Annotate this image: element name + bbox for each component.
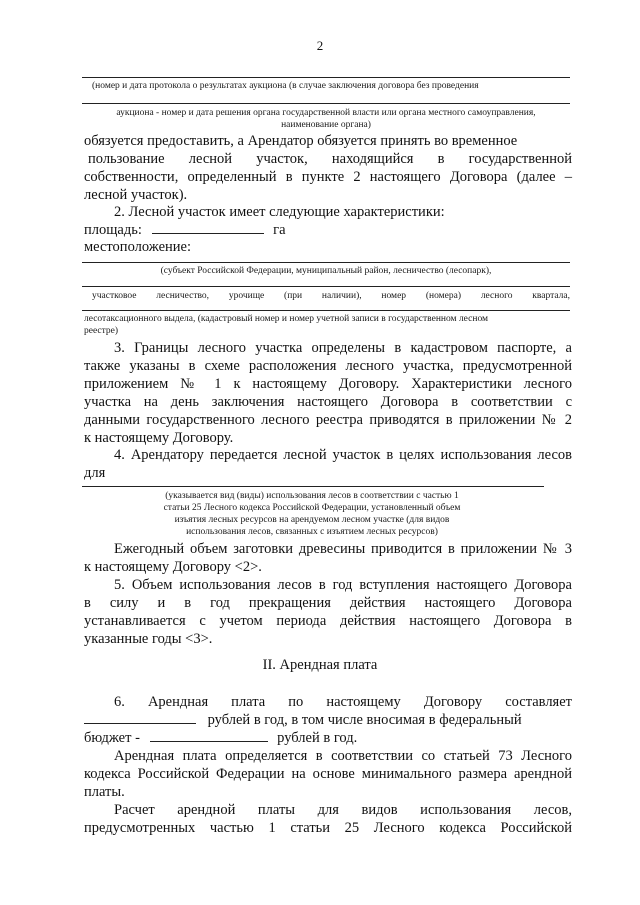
budget-suffix: рублей в год. <box>277 730 358 746</box>
footnote-caption: наименование органа) <box>281 120 371 130</box>
blank-line <box>82 310 570 311</box>
paragraph-line: участка на день заключения настоящего Договора в соответствии с <box>84 394 572 410</box>
footnote-caption: статьи 25 Лесного кодекса Российской Федерации, установленный объем <box>163 503 461 513</box>
area-blank <box>152 221 264 234</box>
blank-line <box>82 262 570 263</box>
paragraph-line: 3. Границы лесного участка определены в кадастровом паспорте, а <box>114 340 572 356</box>
paragraph-line: предусмотренных частью 1 статьи 25 Лесного кодекса Российской <box>84 820 572 836</box>
footnote-caption: участковое лесничество, урочище (при наличии), номер (номера) лесного квартала, <box>92 291 570 301</box>
paragraph-line: также указаны в схеме расположения лесного участка, предусмотренной <box>84 358 572 374</box>
footnote-caption: (указывается вид (виды) использования лесов в соответствии с частью 1 <box>165 491 459 501</box>
paragraph-line: указанные годы <3>. <box>84 631 213 647</box>
paragraph-line: Арендная плата определяется в соответствии со статьей 73 Лесного <box>114 748 572 764</box>
paragraph-line: платы. <box>84 784 125 800</box>
paragraph-line: устанавливается с учетом периода действия настоящего Договора в <box>84 613 572 629</box>
paragraph-line: к настоящему Договору. <box>84 430 234 446</box>
paragraph-line: для <box>84 465 106 481</box>
paragraph-line: местоположение: <box>84 239 191 255</box>
footnote-caption: (номер и дата протокола о результатах аукциона (в случае заключения договора без проведения <box>92 81 479 91</box>
blank-line <box>82 486 544 487</box>
paragraph-line: 6. Арендная плата по настоящему Договору составляет <box>114 694 572 710</box>
section-heading: II. Арендная плата <box>262 657 378 673</box>
area-unit: га <box>273 222 286 238</box>
blank-line <box>82 103 570 104</box>
paragraph-line: пользование лесной участок, находящийся в государственной <box>88 151 572 167</box>
paragraph-line: Ежегодный объем заготовки древесины приводится в приложении № 3 <box>114 541 572 557</box>
footnote-caption: (субъект Российской Федерации, муниципальный район, лесничество (лесопарк), <box>160 266 492 276</box>
footnote-caption: изъятия лесных ресурсов на арендуемом лесном участке (для видов <box>174 515 450 525</box>
area-label: площадь: <box>84 222 142 238</box>
paragraph-line <box>84 711 522 729</box>
paragraph-line: лесной участок). <box>84 187 188 203</box>
paragraph-line: к настоящему Договору <2>. <box>84 559 262 575</box>
paragraph-line: 2. Лесной участок имеет следующие характеристики: <box>114 204 445 220</box>
blank-line <box>82 77 570 78</box>
paragraph-line: 4. Арендатору передается лесной участок в целях использования лесов <box>114 447 572 463</box>
paragraph-line: кодекса Российской Федерации на основе минимального размера арендной <box>84 766 572 782</box>
paragraph-line: Расчет арендной платы для видов использования лесов, <box>114 802 572 818</box>
footnote-caption: реестре) <box>84 326 119 336</box>
rent-amount-blank <box>84 711 196 724</box>
area-line <box>84 221 286 239</box>
footnote-caption: лесотаксационного выдела, (кадастровый номер и номер учетной записи в государственном лесном <box>84 314 489 324</box>
page-number: 2 <box>316 38 324 53</box>
budget-amount-blank <box>150 729 268 742</box>
blank-line <box>82 286 570 287</box>
footnote-caption: использования лесов, связанных с изъятием лесных ресурсов) <box>186 527 438 537</box>
paragraph-line: данными государственного лесного реестра приводятся в приложении № 2 <box>84 412 572 428</box>
paragraph-line: 5. Объем использования лесов в год вступления настоящего Договора <box>114 577 572 593</box>
paragraph-line: обязуется предоставить, а Арендатор обязуется принять во временное <box>84 133 518 149</box>
paragraph-line: в силу и в год прекращения действия настоящего Договора <box>84 595 572 611</box>
paragraph-line: приложением № 1 к настоящему Договору. Характеристики лесного <box>84 376 572 392</box>
rent-amount-text: рублей в год, в том числе вносимая в федеральный <box>207 712 522 728</box>
paragraph-line <box>84 729 357 747</box>
footnote-caption: аукциона - номер и дата решения органа государственной власти или органа местного самоуправления, <box>116 108 536 118</box>
budget-label: бюджет - <box>84 730 140 746</box>
paragraph-line: собственности, определенный в пункте 2 настоящего Договора (далее – <box>84 169 572 185</box>
